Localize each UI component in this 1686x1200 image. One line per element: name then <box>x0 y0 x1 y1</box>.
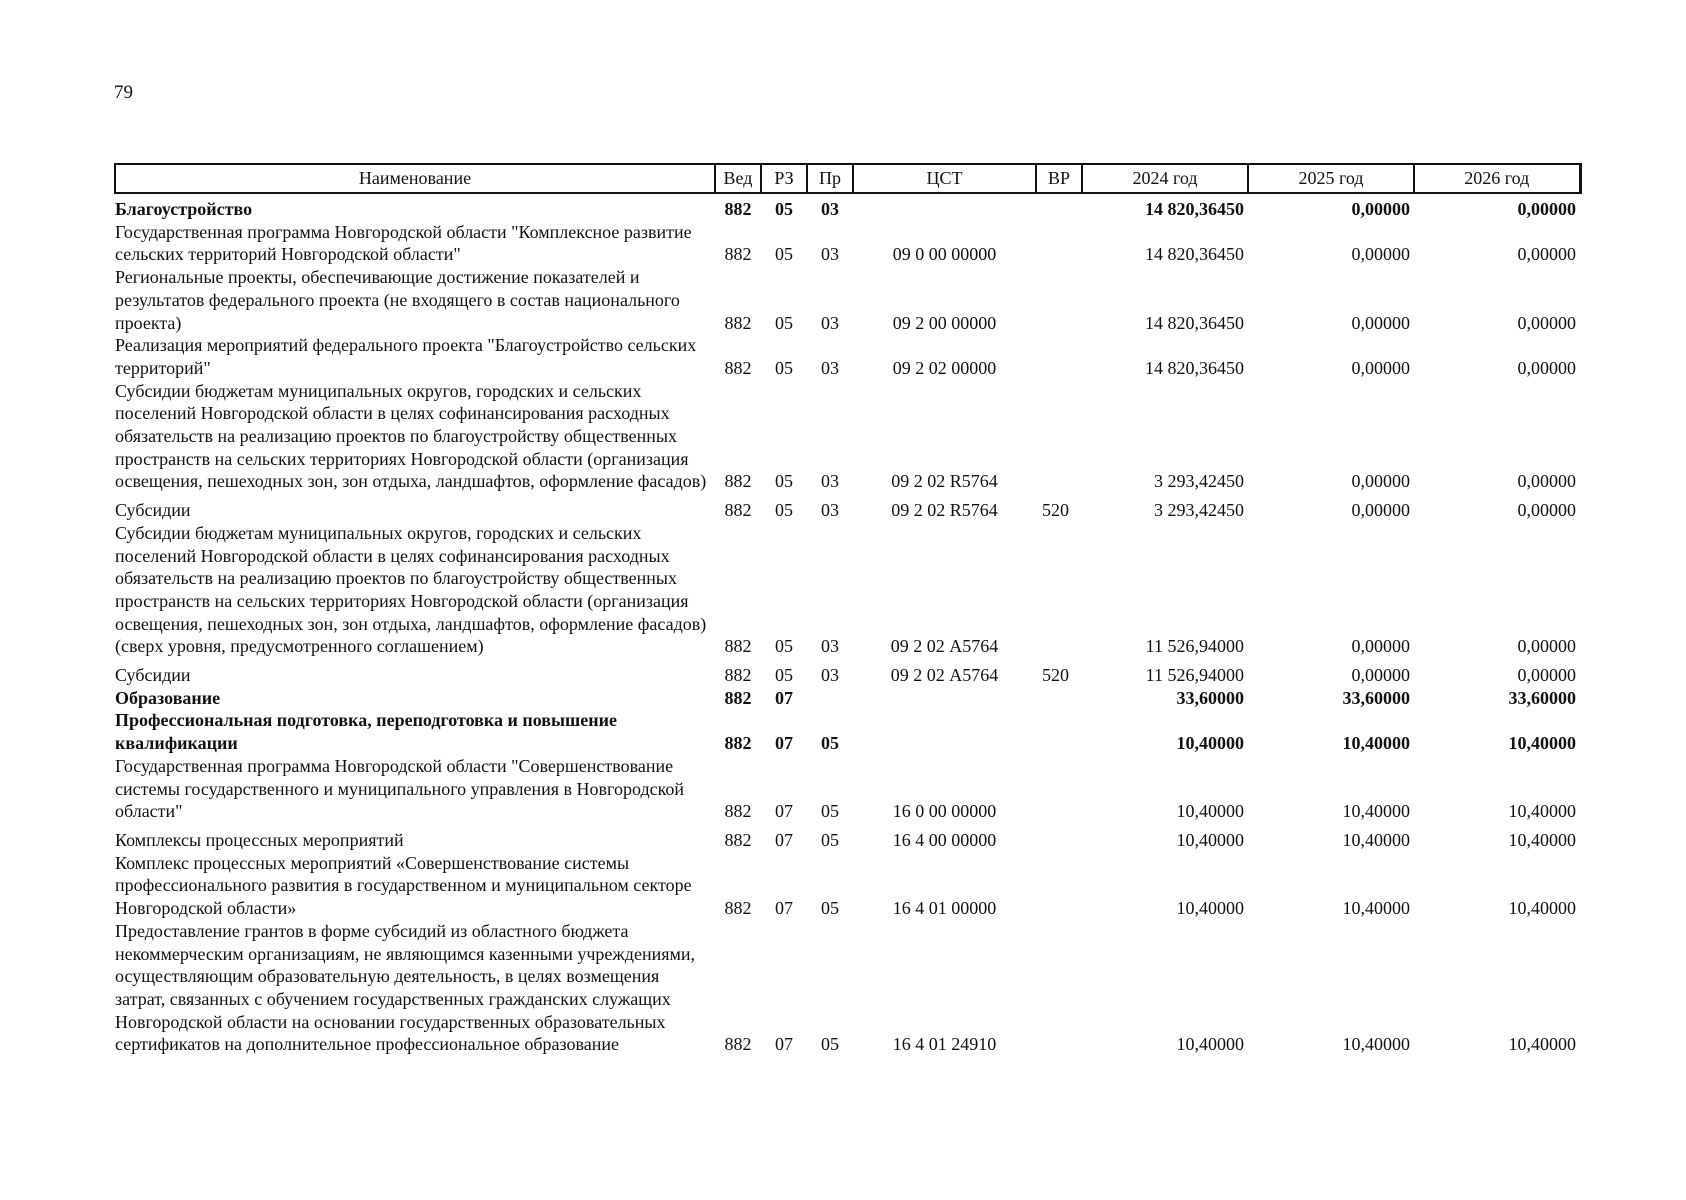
cell-name: Комплекс процессных мероприятий «Совершенствование системы профессионального развития в государственном и муниципальном секторе Новгородской области» <box>115 852 692 919</box>
header-name: Наименование <box>115 164 715 193</box>
cell-rz: 07 <box>775 687 793 708</box>
cell-y2025: 0,00000 <box>1351 500 1410 521</box>
cell-cst <box>853 709 1036 754</box>
cell-pr: 03 <box>821 199 839 219</box>
header-2024: 2024 год <box>1082 164 1248 193</box>
cell-rz: 05 <box>775 665 793 686</box>
page-number: 79 <box>114 82 133 103</box>
cell-pr: 03 <box>821 665 839 686</box>
table-row <box>115 221 1580 266</box>
cell-y2024: 33,60000 <box>1176 687 1244 708</box>
cell-ved: 882 <box>724 829 752 850</box>
cell-name: Субсидии бюджетам муниципальных округов, городских и сельских поселений Новгородской области в целях софинансирования расходных обязательств на реализацию проектов по благоустройству общественных пространств на сельских территориях Новгородской области (организация освещения, пешеходных зон, зон отдыха, ландшафтов, оформление фасадов) <box>115 380 707 492</box>
table-row <box>115 266 1580 334</box>
cell-y2025: 0,00000 <box>1351 471 1410 492</box>
table-body <box>115 193 1580 1056</box>
cell-cst: 16 4 01 00000 <box>892 898 997 919</box>
cell-name: Комплексы процессных мероприятий <box>115 829 404 850</box>
cell-vr <box>1036 823 1082 852</box>
cell-vr <box>1036 380 1082 494</box>
cell-y2024: 11 526,94000 <box>1145 636 1244 657</box>
cell-ved: 882 <box>724 801 752 822</box>
header-vr: ВР <box>1036 164 1082 193</box>
cell-rz: 05 <box>775 244 793 265</box>
cell-rz: 07 <box>775 829 793 850</box>
table-row <box>115 755 1580 823</box>
cell-ved: 882 <box>724 733 752 754</box>
cell-y2026: 0,00000 <box>1517 500 1576 521</box>
cell-pr <box>807 687 853 710</box>
cell-name: Субсидии <box>115 500 191 521</box>
cell-rz: 05 <box>775 636 793 657</box>
cell-ved: 882 <box>724 471 752 492</box>
cell-vr: 520 <box>1042 665 1069 686</box>
table-row <box>115 852 1580 920</box>
cell-name: Субсидии бюджетам муниципальных округов, городских и сельских поселений Новгородской области в целях софинансирования расходных обязательств на реализацию проектов по благоустройству общественных пространств на сельских территориях Новгородской области (организация освещения, пешеходных зон, зон отдыха, ландшафтов, оформление фасадов) (сверх уровня, предусмотренного соглашением) <box>115 522 707 657</box>
cell-ved: 882 <box>724 665 752 686</box>
cell-pr: 05 <box>821 898 839 919</box>
cell-y2024: 3 293,42450 <box>1154 500 1244 521</box>
table-row <box>115 709 1580 754</box>
cell-ved: 882 <box>724 500 752 521</box>
cell-y2025: 10,40000 <box>1342 898 1410 919</box>
cell-vr <box>1036 266 1082 334</box>
cell-vr <box>1036 687 1082 710</box>
table-header <box>115 164 1580 193</box>
cell-ved: 882 <box>724 199 752 219</box>
cell-cst: 09 2 02 R5764 <box>891 471 998 492</box>
table-row <box>115 334 1580 379</box>
cell-pr: 03 <box>821 500 839 521</box>
cell-y2026: 33,60000 <box>1508 687 1576 708</box>
cell-name: Образование <box>115 687 221 708</box>
cell-y2025: 0,00000 <box>1351 636 1410 657</box>
table-row <box>115 687 1580 710</box>
cell-y2025: 33,60000 <box>1342 687 1410 708</box>
cell-rz: 05 <box>775 500 793 521</box>
cell-y2026: 0,00000 <box>1517 244 1576 265</box>
cell-y2025: 10,40000 <box>1342 801 1410 822</box>
cell-rz: 07 <box>775 801 793 822</box>
cell-y2024: 14 820,36450 <box>1145 244 1244 265</box>
header-ved: Вед <box>715 164 761 193</box>
cell-cst: 16 4 00 00000 <box>892 829 997 850</box>
cell-y2024: 14 820,36450 <box>1145 312 1244 333</box>
cell-y2025: 10,40000 <box>1342 733 1410 754</box>
cell-y2024: 10,40000 <box>1176 1034 1244 1055</box>
cell-rz: 07 <box>775 1034 793 1055</box>
cell-y2026: 0,00000 <box>1517 471 1576 492</box>
cell-y2026: 0,00000 <box>1517 636 1576 657</box>
cell-pr: 03 <box>821 636 839 657</box>
cell-ved: 882 <box>724 636 752 657</box>
cell-pr: 03 <box>821 244 839 265</box>
cell-name: Профессиональная подготовка, переподготовка и повышение квалификации <box>115 710 617 754</box>
table-row <box>115 522 1580 658</box>
cell-y2024: 11 526,94000 <box>1145 665 1244 686</box>
cell-y2025: 10,40000 <box>1342 829 1410 850</box>
cell-pr: 03 <box>821 312 839 333</box>
cell-y2026: 0,00000 <box>1517 665 1576 686</box>
header-row <box>115 164 1580 193</box>
cell-cst: 09 2 00 00000 <box>892 312 997 333</box>
cell-y2025: 10,40000 <box>1342 1034 1410 1055</box>
cell-y2024: 3 293,42450 <box>1154 471 1244 492</box>
cell-name: Субсидии <box>115 665 191 686</box>
cell-y2025: 0,00000 <box>1351 665 1410 686</box>
cell-vr <box>1036 920 1082 1056</box>
table-row <box>115 920 1580 1056</box>
cell-y2026: 10,40000 <box>1508 898 1576 919</box>
cell-ved: 882 <box>724 1034 752 1055</box>
cell-name: Государственная программа Новгородской области "Комплексное развитие сельских территорий Новгородской области" <box>115 221 692 265</box>
header-2025: 2025 год <box>1248 164 1414 193</box>
cell-pr: 05 <box>821 733 839 754</box>
cell-rz: 05 <box>775 357 793 378</box>
budget-table-container <box>114 163 1579 1056</box>
cell-y2026: 10,40000 <box>1508 829 1576 850</box>
cell-rz: 05 <box>775 471 793 492</box>
cell-ved: 882 <box>724 357 752 378</box>
cell-pr: 05 <box>821 801 839 822</box>
header-2026: 2026 год <box>1414 164 1580 193</box>
cell-cst <box>853 193 1036 221</box>
cell-vr <box>1036 852 1082 920</box>
cell-vr <box>1036 755 1082 823</box>
cell-rz: 05 <box>775 199 793 219</box>
header-rz: РЗ <box>761 164 807 193</box>
cell-ved: 882 <box>724 244 752 265</box>
cell-y2024: 10,40000 <box>1176 733 1244 754</box>
cell-cst: 09 2 02 00000 <box>892 357 997 378</box>
table-row <box>115 493 1580 522</box>
cell-vr <box>1036 193 1082 221</box>
cell-y2024: 10,40000 <box>1176 801 1244 822</box>
cell-y2025: 0,00000 <box>1351 244 1410 265</box>
cell-pr: 05 <box>821 829 839 850</box>
table-row <box>115 380 1580 494</box>
budget-table <box>114 163 1582 1056</box>
cell-cst: 09 2 02 А5764 <box>890 665 999 686</box>
cell-name: Предоставление грантов в форме субсидий из областного бюджета некоммерческим организациям, не являющимся казенными учреждениями, осуществляющим образовательную деятельность, в целях возмещения затрат, связанных с обучением государственных гражданских служащих Новгородской области на основании государственных образовательных сертификатов на дополнительное профессиональное образование <box>115 920 696 1055</box>
cell-name: Реализация мероприятий федерального проекта "Благоустройство сельских территорий" <box>115 335 697 378</box>
cell-y2025: 0,00000 <box>1351 357 1410 378</box>
cell-vr <box>1036 334 1082 379</box>
cell-y2025: 0,00000 <box>1351 312 1410 333</box>
cell-ved: 882 <box>724 898 752 919</box>
cell-name: Благоустройство <box>115 199 253 219</box>
cell-cst: 09 0 00 00000 <box>892 244 997 265</box>
table-row <box>115 823 1580 852</box>
cell-vr <box>1036 522 1082 658</box>
cell-y2024: 10,40000 <box>1176 898 1244 919</box>
cell-pr: 05 <box>821 1034 839 1055</box>
cell-vr <box>1036 221 1082 266</box>
cell-cst <box>853 687 1036 710</box>
table-row <box>115 193 1580 221</box>
cell-y2026: 0,00000 <box>1517 357 1576 378</box>
cell-name: Государственная программа Новгородской области "Совершенствование системы государственного и муниципального управления в Новгородской области" <box>115 755 685 822</box>
cell-cst: 09 2 02 А5764 <box>890 636 999 657</box>
cell-ved: 882 <box>724 687 752 708</box>
header-pr: Пр <box>807 164 853 193</box>
cell-vr: 520 <box>1042 500 1069 521</box>
cell-cst: 09 2 02 R5764 <box>891 500 998 521</box>
cell-vr <box>1036 709 1082 754</box>
cell-y2026: 10,40000 <box>1508 733 1576 754</box>
cell-y2024: 14 820,36450 <box>1145 357 1244 378</box>
cell-cst: 16 0 00 00000 <box>892 801 997 822</box>
cell-y2026: 0,00000 <box>1517 199 1576 219</box>
cell-pr: 03 <box>821 357 839 378</box>
cell-cst: 16 4 01 24910 <box>892 1034 997 1055</box>
cell-y2026: 0,00000 <box>1517 312 1576 333</box>
cell-rz: 07 <box>775 898 793 919</box>
cell-rz: 07 <box>775 733 793 754</box>
cell-y2026: 10,40000 <box>1508 801 1576 822</box>
cell-y2025: 0,00000 <box>1351 199 1410 219</box>
header-cst: ЦСТ <box>853 164 1036 193</box>
cell-pr: 03 <box>821 471 839 492</box>
table-row <box>115 658 1580 687</box>
cell-name: Региональные проекты, обеспечивающие достижение показателей и результатов федерального проекта (не входящего в состав национального проекта) <box>115 267 680 333</box>
cell-y2024: 10,40000 <box>1176 829 1244 850</box>
cell-y2024: 14 820,36450 <box>1145 199 1244 219</box>
cell-y2026: 10,40000 <box>1508 1034 1576 1055</box>
cell-rz: 05 <box>775 312 793 333</box>
cell-ved: 882 <box>724 312 752 333</box>
